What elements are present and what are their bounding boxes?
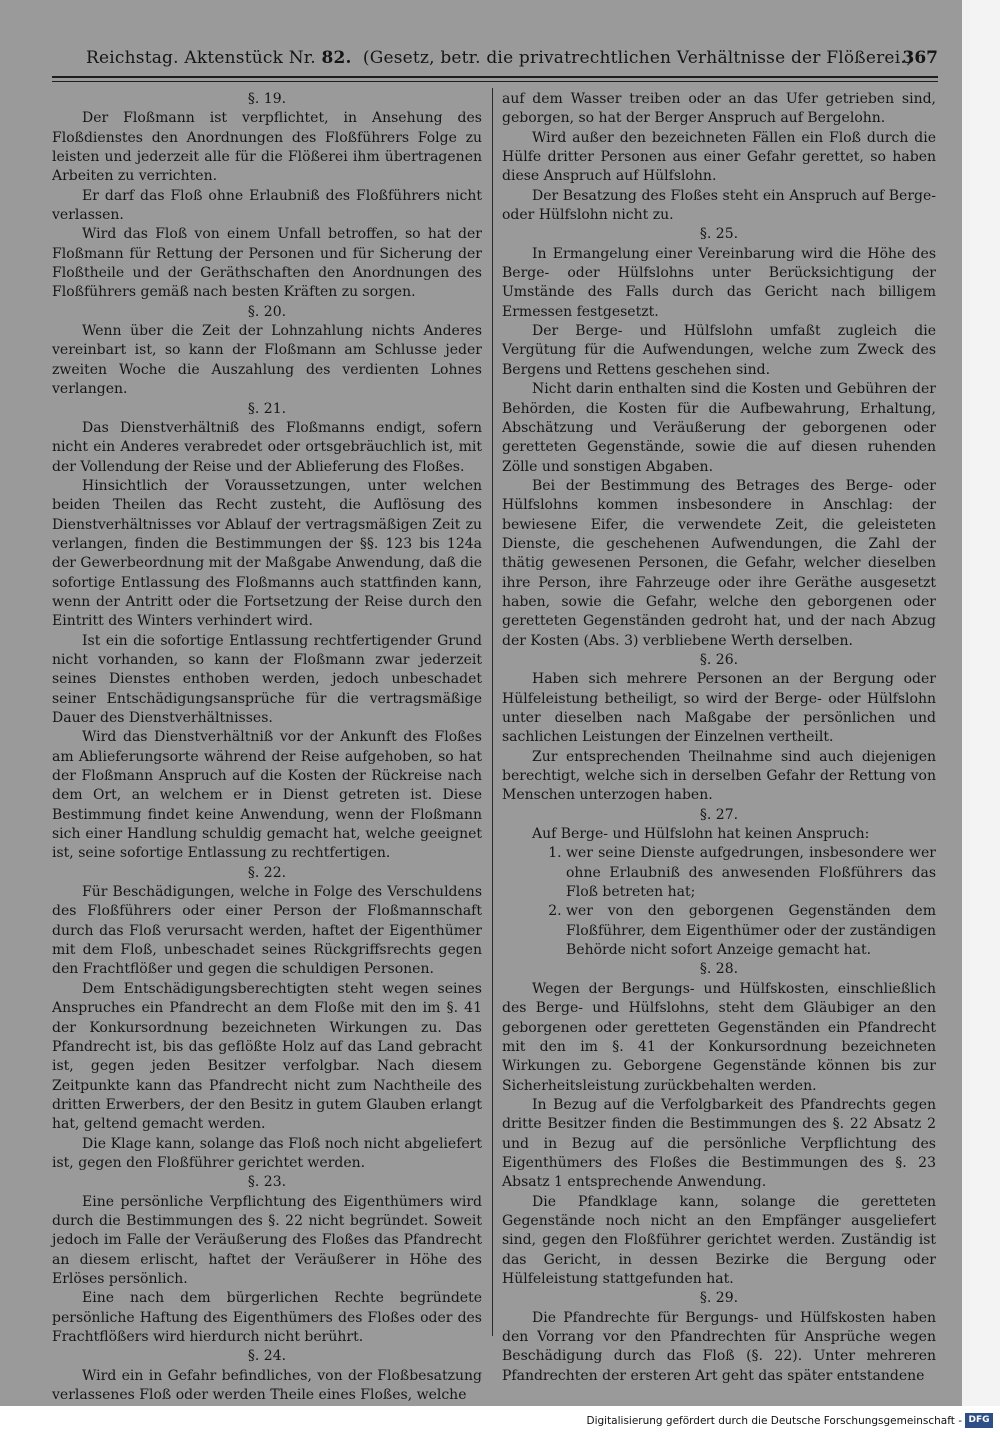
section-heading: §. 29. [699, 1290, 739, 1307]
right-column [502, 90, 936, 1386]
header-rule [52, 76, 938, 78]
paragraph: Die Pfandrechte für Bergungs- und Hülfskosten haben den Vorrang vor den Pfandrechten für Ansprüche wegen Beschädigung durch das Floß (§. 22). Unter mehreren Pfandrechten der ersteren Art geht das später entstandene [502, 1309, 936, 1384]
section-heading: §. 28. [699, 961, 739, 978]
header-subtitle: (Gesetz, betr. die privatrechtlichen Verhältnisse der Flößerei.) [362, 48, 913, 68]
paragraph: In Ermangelung einer Vereinbarung wird die Höhe des Berge- oder Hülfslohns unter Berücksichtigung der Umstände des Falls durch das Gericht nach billigem Ermessen festgesetzt. [502, 245, 936, 320]
header-title-line [86, 44, 913, 72]
section-heading: §. 25. [699, 226, 739, 243]
paragraph: Dem Entschädigungsberechtigten steht wegen seines Anspruches ein Pfandrecht an dem Floße mit den im §. 41 der Konkursordnung bezeichneten Wirkungen zu. Das Pfandrecht ist, bis das geflößte Holz auf das Land gebracht ist, gegen jeden Besitzer verfolgbar. Nach diesem Zeitpunkte kann das Pfandrecht nicht zum Nachtheile des dritten Erwerbers, der den Besitz in gutem Glauben erlangt hat, geltend gemacht werden. [52, 980, 482, 1133]
column-divider [492, 88, 493, 1336]
paragraph: Der Berge- und Hülfslohn umfaßt zugleich die Vergütung für die Aufwendungen, welche zum Zweck des Bergens und Rettens geschehen sind. [502, 323, 936, 378]
paragraph: Der Floßmann ist verpflichtet, in Ansehung des Floßdienstes den Anordnungen des Floßführers Folge zu leisten und jederzeit alle für die Flößerei ihm übertragenen Arbeiten zu verrichten. [52, 110, 482, 185]
paragraph: Das Dienstverhältniß des Floßmanns endigt, sofern nicht ein Anderes verabredet oder ortsgebräuchlich ist, mit der Vollendung der Reise und der Ablieferung des Floßes. [52, 419, 482, 475]
paragraph: Ist ein die sofortige Entlassung rechtfertigender Grund nicht vorhanden, so kann der Floßmann zwar jederzeit seines Dienstes enthoben werden, jedoch unbeschadet seiner Entschädigungsansprüche für die vertragsmäßige Dauer des Dienstverhältnisses. [52, 632, 482, 726]
paragraph: Wegen der Bergungs- und Hülfskosten, einschließlich des Berge- und Hülfslohns, steht dem Gläubiger an den geborgenen oder geretteten Gegenständen ein Pfandrecht mit den im §. 41 der Konkursordnung bezeichneten Wirkungen zu. Geborgene Gegenstände können bis zur Sicherheitsleistung zurückbehalten werden. [502, 980, 936, 1094]
header-title: Reichstag. Aktenstück Nr. [86, 48, 316, 68]
section-heading: §. 19. [247, 91, 287, 107]
numbered-list [502, 844, 936, 960]
paragraph: Wird das Floß von einem Unfall betroffen, so hat der Floßmann für Rettung der Personen und für Sicherung der Floßtheile und der Geräthschaften den Anordnungen des Floßführers gemäß nach besten Kräften zu sorgen. [52, 226, 482, 301]
left-column [52, 90, 482, 1405]
paragraph: Die Pfandklage kann, solange die geretteten Gegenstände noch nicht an den Empfänger ausgeliefert sind, gegen den Floßführer gerichtet werden. Zuständig ist das Gericht, in dessen Bezirke die Bergung oder Hülfeleistung stattgefunden hat. [502, 1193, 936, 1287]
page-number: 367 [902, 48, 938, 68]
paragraph: Wird ein in Gefahr befindliches, von der Floßbesatzung verlassenes Floß oder werden Theile eines Floßes, welche [52, 1367, 482, 1404]
paragraph: Wird außer den bezeichneten Fällen ein Floß durch die Hülfe dritter Personen aus einer Gefahr gerettet, so haben diese Anspruch auf Hülfslohn. [502, 129, 936, 185]
paragraph: Für Beschädigungen, welche in Folge des Verschuldens des Floßführers oder einer Person der Floßmannschaft durch das Floß verursacht werden, haftet der Eigenthümer mit dem Floß, unbeschadet seines Rückgriffsrechts gegen den Frachtflößer und gegen die schuldigen Personen. [52, 884, 482, 978]
paragraph: Der Besatzung des Floßes steht ein Anspruch auf Berge- oder Hülfslohn nicht zu. [502, 187, 936, 224]
page-edge-strip [962, 0, 1000, 1406]
paragraph: Haben sich mehrere Personen an der Bergung oder Hülfeleistung betheiligt, so wird der Berge- oder Hülfslohn unter dieselben nach Maßgabe der persönlichen und sachlichen Leistungen der Einzelnen vertheilt. [502, 671, 936, 746]
paragraph: Wird das Dienstverhältniß vor der Ankunft des Floßes am Ablieferungsorte während der Reise aufgehoben, so hat der Floßmann Anspruch auf die Kosten der Rückreise nach dem Ort, an welchem er in Dienst getreten ist. Diese Bestimmung findet keine Anwendung, wenn der Floßmann sich einer Handlung schuldig gemacht hat, welche geeignet ist, seine sofortige Entlassung zu rechtfertigen. [52, 729, 482, 862]
paragraph: Zur entsprechenden Theilnahme sind auch diejenigen berechtigt, welche sich in derselben Gefahr der Rettung von Menschen unterzogen haben. [502, 748, 936, 804]
paragraph: Auf Berge- und Hülfslohn hat keinen Anspruch: [532, 826, 870, 843]
paragraph: Hinsichtlich der Voraussetzungen, unter welchen beiden Theilen das Recht zusteht, die Auflösung des Dienstverhältnisses vor Ablauf der vertragsmäßigen Zeit zu verlangen, finden die Bestimmungen der §§. 123 bis 124a der Gewerbeordnung mit der Maßgabe Anwendung, daß die sofortige Entlassung des Floßmanns auch stattfinden kann, wenn der Antritt oder die Fortsetzung der Reise durch den Eintritt des Winters verhindert wird. [52, 477, 482, 630]
paragraph: Eine persönliche Verpflichtung des Eigenthümers wird durch die Bestimmungen des §. 22 nicht begründet. Soweit jedoch im Falle der Veräußerung des Floßes das Pfandrecht an diesem erlischt, haftet der Veräußerer in Höhe des Erlöses persönlich. [52, 1193, 482, 1287]
paragraph: Die Klage kann, solange das Floß noch nicht abgeliefert ist, gegen den Floßführer gerichtet werden. [52, 1135, 482, 1171]
section-heading: §. 22. [247, 864, 287, 881]
section-heading: §. 21. [247, 400, 287, 417]
paragraph: Wenn über die Zeit der Lohnzahlung nichts Anderes vereinbart ist, so kann der Floßmann am Schlusse jeder zweiten Woche die Auszahlung des verdienten Lohnes verlangen. [52, 323, 482, 398]
section-heading: §. 20. [247, 303, 287, 320]
section-heading: §. 23. [247, 1174, 287, 1191]
section-heading: §. 24. [247, 1348, 287, 1365]
list-item: 1. wer seine Dienste aufgedrungen, insbesondere wer ohne Erlaubniß des anwesenden Floßführers das Floß betreten hat; [566, 844, 936, 902]
list-item: 2. wer von den geborgenen Gegenständen dem Floßführer, dem Eigenthümer oder der zuständigen Behörde nicht sofort Anzeige gemacht hat. [566, 902, 936, 960]
paragraph: In Bezug auf die Verfolgbarkeit des Pfandrechts gegen dritte Besitzer finden die Bestimmungen des §. 22 Absatz 2 und in Bezug auf die persönliche Verpflichtung des Eigenthümers des Floßes die Bestimmungen des §. 23 Absatz 1 entsprechende Anwendung. [502, 1096, 936, 1191]
section-heading: §. 26. [699, 651, 739, 668]
section-heading: §. 27. [699, 806, 739, 823]
paragraph: Eine nach dem bürgerlichen Rechte begründete persönliche Haftung des Eigenthümers des Floßes oder des Frachtflößers wird hierdurch nicht berührt. [52, 1290, 482, 1345]
header-rule-thin [52, 81, 938, 82]
paragraph: Nicht darin enthalten sind die Kosten und Gebühren der Behörden, die Kosten für die Aufbewahrung, Erhaltung, Abschätzung und Veräußerung der geborgenen oder geretteten Gegenstände, sowie die auf diesen ruhenden Zölle und sonstigen Abgaben. [502, 381, 936, 475]
header-document-number: 82. [321, 48, 352, 68]
running-header [86, 44, 938, 72]
digitization-credit: Digitalisierung gefördert durch die Deutsche Forschungsgemeinschaft - [586, 1415, 962, 1427]
paragraph: Er darf das Floß ohne Erlaubniß des Floßführers nicht verlassen. [52, 187, 482, 224]
paragraph: Bei der Bestimmung des Betrages des Berge- oder Hülfslohns kommen insbesondere in Anschlag: der bewiesene Eifer, die verwendete Zeit, die geleisteten Dienste, die geschehenen Aufwendungen, die Zahl der thätig gewesenen Personen, die Gefahr, welcher dieselben ihre Person, ihre Fahrzeuge oder ihre Geräthe ausgesetzt haben, sowie die Gefahr, welche den geborgenen oder geretteten Gegenständen gedroht hat, und der nach Abzug der Kosten (Abs. 3) verbliebene Werth derselben. [502, 477, 936, 649]
paragraph-continued: auf dem Wasser treiben oder an das Ufer getrieben sind, geborgen, so hat der Berger Anspruch auf Bergelohn. [502, 91, 936, 127]
dfg-logo: DFG [965, 1413, 993, 1428]
